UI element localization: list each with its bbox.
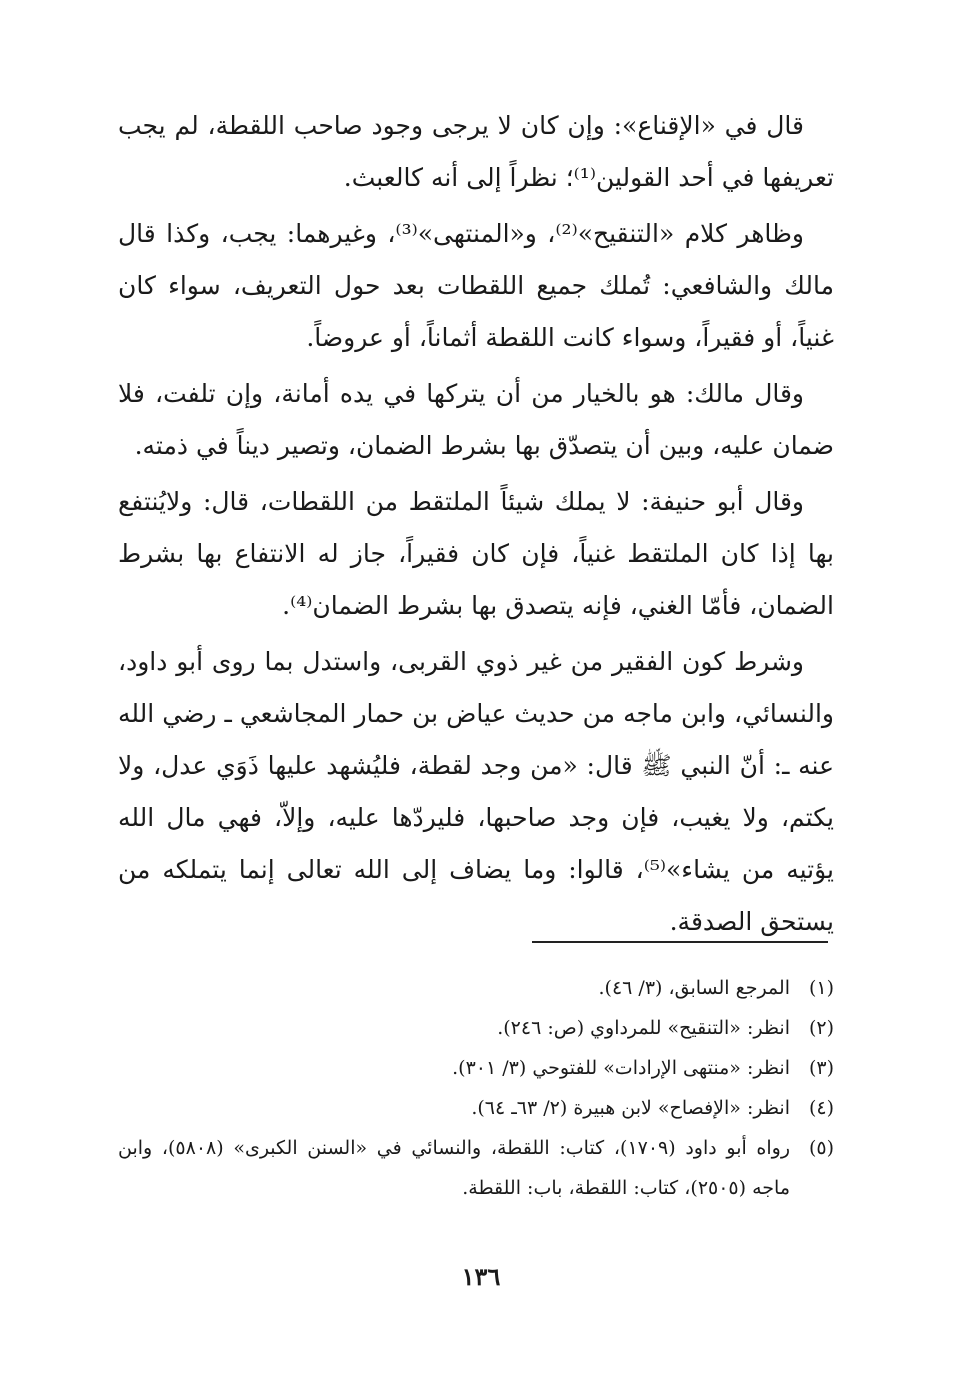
footnote-number: (٣): [808, 1057, 834, 1079]
footnote-number: (٤): [808, 1097, 834, 1119]
footnote-4: [118, 1088, 834, 1128]
footnote-number: (١): [808, 977, 834, 999]
footnotes: [118, 968, 834, 1208]
footnote-5: [118, 1128, 834, 1208]
paragraph-5: وشرط كون الفقير من غير ذوي القربى، واستدل بما روى أبو داود، والنسائي، وابن ماجه من حديث عياض بن حمار المجاشعي ـ رضي الله عنه ـ: أنّ النبي ﷺ قال: «من وجد لقطة، فليُشهد عليها ذَوَي عدل، ولا يكتم، ولا يغيب، فإن وجد صاحبها، فليردّها عليه، وإلاّ، فهي مال الله يؤتيه من يشاء»⁽⁵⁾، قالوا: وما يضاف إلى الله تعالى إنما يتملكه من يستحق الصدقة.: [118, 647, 834, 936]
paragraph-4: وقال أبو حنيفة: لا يملك شيئاً الملتقط من اللقطات، قال: ولايُنتفع بها إذا كان الملتقط غنياً، فإن كان فقيراً، جاز له الانتفاع بها بشرط الضمان، فأمّا الغني، فإنه يتصدق بها بشرط الضمان⁽⁴⁾.: [118, 487, 834, 620]
page-number: ١٣٦: [461, 1262, 501, 1291]
footnote-2: [118, 1008, 834, 1048]
footnote-text: انظر: «الإفصاح» لابن هبيرة (٢/ ٦٣ـ ٦٤).: [471, 1097, 790, 1119]
footnote-text: رواه أبو داود (١٧٠٩)، كتاب: اللقطة، والنسائي في «السنن الكبرى» (٥٨٠٨)، وابن ماجه (٢٥٠٥)، كتاب: اللقطة، باب: اللقطة.: [118, 1137, 791, 1199]
paragraph-1: قال في «الإقناع»: وإن كان لا يرجى وجود صاحب اللقطة، لم يجب تعريفها في أحد القولين⁽¹⁾؛ نظراً إلى أنه كالعبث.: [118, 111, 834, 192]
footnote-text: انظر: «منتهى الإرادات» للفتوحي (٣/ ٣٠١).: [452, 1057, 790, 1079]
footnote-3: [118, 1048, 834, 1088]
footnote-number: (٥): [808, 1137, 834, 1159]
footnote-text: المرجع السابق، (٣/ ٤٦).: [598, 977, 790, 999]
main-text: [118, 100, 834, 952]
footnote-1: [118, 968, 834, 1008]
paragraph-3: وقال مالك: هو بالخيار من أن يتركها في يده أمانة، وإن تلفت، فلا ضمان عليه، وبين أن يتصدّق بها بشرط الضمان، وتصير ديناً في ذمته.: [118, 379, 834, 460]
paragraph-2: وظاهر كلام «التنقيح»⁽²⁾، و«المنتهى»⁽³⁾، وغيرهما: يجب، وكذا قال مالك والشافعي: تُملك جميع اللقطات بعد حول التعريف، سواء كان غنياً، أو فقيراً، وسواء كانت اللقطة أثماناً، أو عروضاً.: [118, 219, 834, 352]
footnote-number: (٢): [808, 1017, 834, 1039]
footnote-text: انظر: «التنقيح» للمرداوي (ص: ٢٤٦).: [497, 1017, 790, 1039]
footnote-divider: [532, 941, 828, 943]
